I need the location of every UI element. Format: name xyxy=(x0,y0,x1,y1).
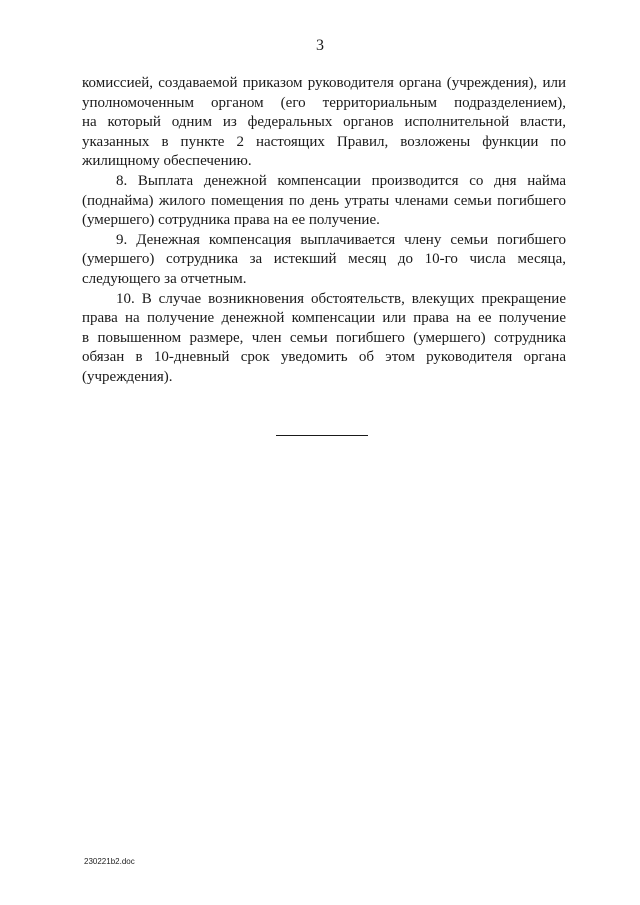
text-line: 8. Выплата денежной компенсации производится со дня найма xyxy=(116,172,566,189)
text-line: 10. В случае возникновения обстоятельств, влекущих прекращение xyxy=(116,290,566,307)
text-line: следующего за отчетным. xyxy=(82,270,247,287)
paragraph-item-9 xyxy=(82,231,566,290)
paragraph-item-8 xyxy=(82,172,566,231)
text-line: указанных в пункте 2 настоящих Правил, возложены функции по xyxy=(82,133,566,150)
text-line: комиссией, создаваемой приказом руководителя органа (учреждения), или xyxy=(82,75,566,91)
document-body xyxy=(82,74,566,388)
text-line: 9. Денежная компенсация выплачивается члену семьи погибшего xyxy=(116,231,566,248)
text-line: обязан в 10-дневный срок уведомить об этом руководителя органа xyxy=(82,349,566,366)
text-line: (умершего) сотрудника права на ее получение. xyxy=(82,212,380,229)
text-line: жилищному обеспечению. xyxy=(82,153,252,170)
text-line: права на получение денежной компенсации или права на ее получение xyxy=(82,310,566,327)
text-line: (учреждения). xyxy=(82,368,173,385)
text-line: в повышенном размере, член семьи погибшего (умершего) сотрудника xyxy=(82,329,566,346)
file-name-footer: 230221b2.doc xyxy=(84,857,135,866)
text-line: (поднайма) жилого помещения по день утраты членами семьи погибшего xyxy=(82,192,566,209)
text-line: уполномоченным органом (его территориальным подразделением), xyxy=(82,94,566,111)
page-number: 3 xyxy=(316,37,324,54)
text-line: на который одним из федеральных органов исполнительной власти, xyxy=(82,114,566,131)
paragraph-item-10 xyxy=(82,290,566,388)
paragraph-continuation xyxy=(82,74,566,172)
text-line: (умершего) сотрудника за истекший месяц до 10-го числа месяца, xyxy=(82,251,566,268)
end-of-document-rule xyxy=(276,435,368,436)
